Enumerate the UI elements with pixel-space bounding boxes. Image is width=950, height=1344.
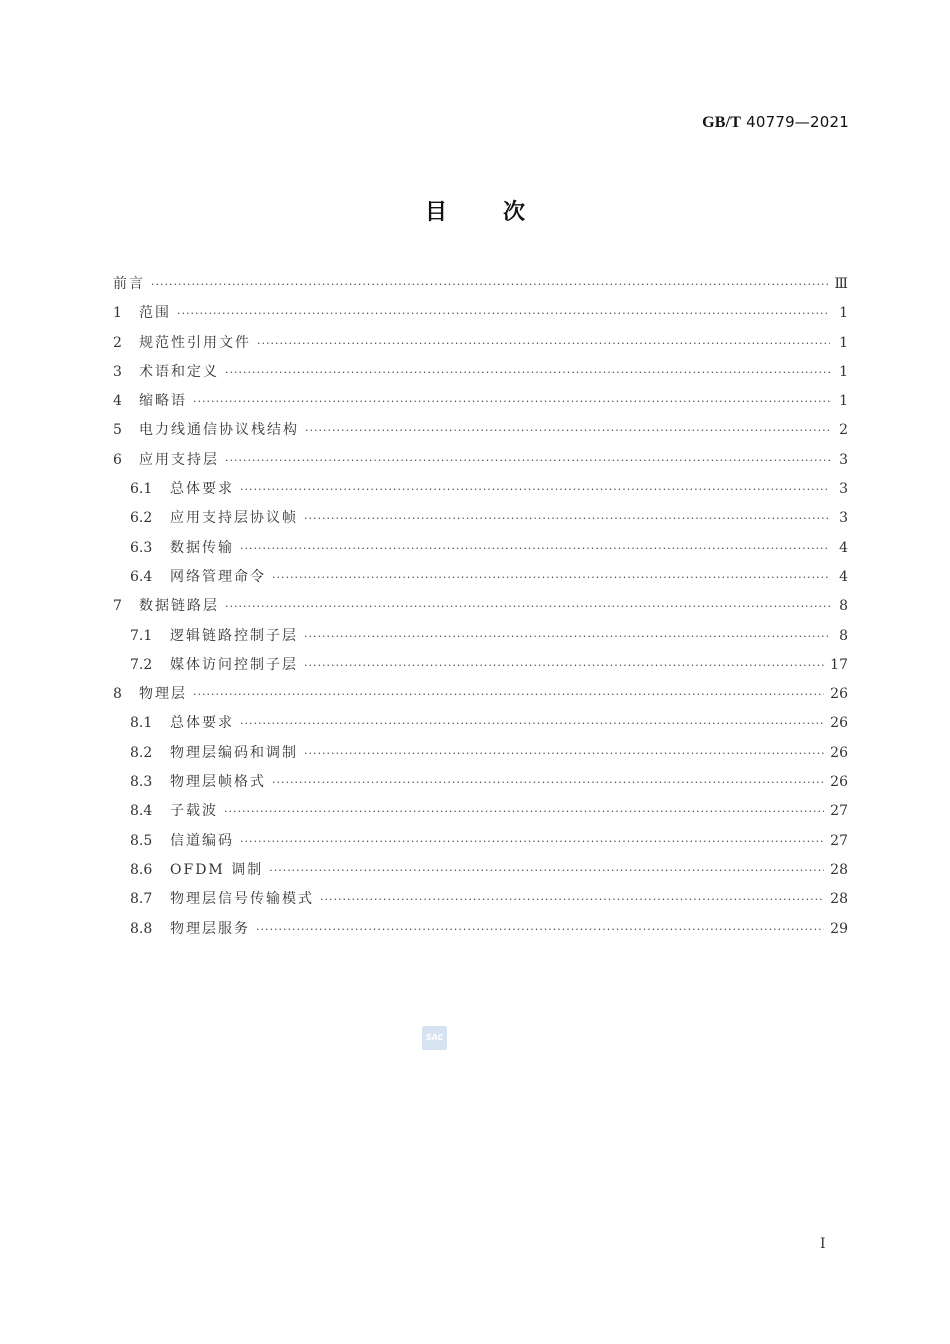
toc-entry-label: 数据传输 <box>170 539 234 556</box>
toc-entry-number: 6.4 <box>130 568 153 585</box>
toc-entry-number: 8.7 <box>130 891 153 908</box>
toc-entry-foreword[interactable] <box>113 270 848 299</box>
toc-entry-page: 26 <box>830 774 848 791</box>
dot-leader <box>240 827 824 856</box>
toc-entry-number: 8.1 <box>130 715 153 732</box>
toc-entry-label: 规范性引用文件 <box>139 334 251 351</box>
standard-code <box>702 113 849 132</box>
toc-entry-page: 26 <box>830 686 848 703</box>
toc-entry-label: 总体要求 <box>170 481 234 498</box>
toc-entry-number: 3 <box>113 363 122 380</box>
toc-entry-6-3[interactable] <box>113 534 848 563</box>
toc-entry-1[interactable] <box>113 299 848 328</box>
toc-entry-number: 8.8 <box>130 920 153 937</box>
dot-leader <box>225 358 830 387</box>
toc-entry-label: 应用支持层 <box>139 451 219 468</box>
dot-leader <box>304 651 824 680</box>
toc-entry-page: 29 <box>830 920 848 937</box>
toc-entry-page: 1 <box>839 305 848 322</box>
standard-prefix: GB/T <box>702 114 742 131</box>
toc-entry-page: 1 <box>839 393 848 410</box>
dot-leader <box>225 446 830 475</box>
dot-leader <box>151 270 828 299</box>
title-char-1: 目 <box>424 200 447 225</box>
toc-entry-label: 网络管理命令 <box>170 568 266 585</box>
toc-entry-number: 6.3 <box>130 539 153 556</box>
toc-entry-page: 28 <box>830 861 848 878</box>
toc-entry-6[interactable] <box>113 446 848 475</box>
toc-entry-page: 27 <box>830 832 848 849</box>
toc-entry-8-4[interactable] <box>113 797 848 826</box>
toc-entry-number: 6 <box>113 451 122 468</box>
dot-leader <box>240 475 830 504</box>
toc-entry-8-7[interactable] <box>113 885 848 914</box>
toc-entry-2[interactable] <box>113 329 848 358</box>
toc-entry-8-3[interactable] <box>113 768 848 797</box>
toc-entry-8-6[interactable] <box>113 856 848 885</box>
toc-entry-page: 1 <box>839 334 848 351</box>
toc-entry-7-1[interactable] <box>113 622 848 651</box>
toc-entry-4[interactable] <box>113 387 848 416</box>
toc-entry-7-2[interactable] <box>113 651 848 680</box>
dot-leader <box>224 797 824 826</box>
toc-entry-number: 7 <box>113 598 122 615</box>
toc-entry-3[interactable] <box>113 358 848 387</box>
toc-entry-label: OFDM 调制 <box>170 861 264 878</box>
toc-entry-5[interactable] <box>113 416 848 445</box>
toc-entry-label: 数据链路层 <box>139 598 219 615</box>
dot-leader <box>272 563 830 592</box>
dot-leader <box>305 416 830 445</box>
toc-entry-8[interactable] <box>113 680 848 709</box>
toc-entry-8-1[interactable] <box>113 709 848 738</box>
sac-watermark-logo-icon: SAC <box>422 1026 447 1050</box>
toc-entry-number: 1 <box>113 305 122 322</box>
toc-entry-page: 3 <box>839 451 848 468</box>
toc-entry-number: 6.2 <box>130 510 153 527</box>
standard-number: 40779—2021 <box>746 113 849 131</box>
dot-leader <box>269 856 824 885</box>
dot-leader <box>304 739 824 768</box>
title-char-2: 次 <box>503 200 526 225</box>
dot-leader <box>256 915 824 944</box>
toc-entry-number: 8.3 <box>130 774 153 791</box>
toc-entry-number: 7.1 <box>130 627 153 644</box>
toc-entry-7[interactable] <box>113 592 848 621</box>
toc-entry-number: 5 <box>113 422 122 439</box>
toc-entry-label: 术语和定义 <box>139 363 219 380</box>
table-of-contents <box>113 270 848 944</box>
toc-entry-label: 物理层信号传输模式 <box>170 891 314 908</box>
dot-leader <box>240 534 830 563</box>
dot-leader <box>193 387 830 416</box>
toc-entry-label: 物理层编码和调制 <box>170 744 298 761</box>
toc-entry-number: 8.2 <box>130 744 153 761</box>
dot-leader <box>272 768 824 797</box>
toc-entry-label: 物理层 <box>139 686 187 703</box>
toc-entry-number: 6.1 <box>130 481 153 498</box>
toc-entry-6-1[interactable] <box>113 475 848 504</box>
toc-entry-label: 逻辑链路控制子层 <box>170 627 298 644</box>
toc-entry-number: 8 <box>113 686 122 703</box>
dot-leader <box>240 709 824 738</box>
toc-entry-label: 媒体访问控制子层 <box>170 656 298 673</box>
toc-entry-page: 3 <box>839 510 848 527</box>
toc-entry-page: 28 <box>830 891 848 908</box>
toc-entry-page: 4 <box>839 568 848 585</box>
toc-entry-label: 电力线通信协议栈结构 <box>139 422 299 439</box>
toc-entry-number: 7.2 <box>130 656 153 673</box>
toc-entry-page: 26 <box>830 744 848 761</box>
toc-entry-label: 应用支持层协议帧 <box>170 510 298 527</box>
toc-entry-label: 缩略语 <box>139 393 187 410</box>
page-number: I <box>820 1236 826 1252</box>
page-title <box>0 195 950 226</box>
toc-entry-page: 17 <box>830 656 848 673</box>
toc-entry-number: 2 <box>113 334 122 351</box>
dot-leader <box>193 680 824 709</box>
toc-entry-page: 4 <box>839 539 848 556</box>
dot-leader <box>304 622 830 651</box>
toc-entry-page: 27 <box>830 803 848 820</box>
toc-entry-page: 8 <box>839 598 848 615</box>
dot-leader <box>257 329 830 358</box>
toc-entry-page: 3 <box>839 481 848 498</box>
toc-entry-label: 子载波 <box>170 803 218 820</box>
toc-entry-page: 8 <box>839 627 848 644</box>
toc-entry-label: 物理层帧格式 <box>170 774 266 791</box>
toc-entry-number: 4 <box>113 393 122 410</box>
toc-entry-8-8[interactable] <box>113 915 848 944</box>
toc-entry-number: 8.5 <box>130 832 153 849</box>
dot-leader <box>177 299 830 328</box>
toc-entry-6-4[interactable] <box>113 563 848 592</box>
toc-entry-label: 物理层服务 <box>170 920 250 937</box>
toc-entry-page: 26 <box>830 715 848 732</box>
toc-entry-6-2[interactable] <box>113 504 848 533</box>
dot-leader <box>304 504 830 533</box>
toc-entry-label: 范围 <box>139 305 171 322</box>
toc-entry-page: 2 <box>839 422 848 439</box>
toc-entry-8-5[interactable] <box>113 827 848 856</box>
dot-leader <box>320 885 824 914</box>
toc-entry-label: 信道编码 <box>170 832 234 849</box>
toc-entry-8-2[interactable] <box>113 739 848 768</box>
toc-entry-label: 前言 <box>113 276 145 292</box>
dot-leader <box>225 592 830 621</box>
toc-entry-page: Ⅲ <box>834 276 848 292</box>
toc-entry-page: 1 <box>839 363 848 380</box>
toc-entry-label: 总体要求 <box>170 715 234 732</box>
toc-entry-number: 8.6 <box>130 861 153 878</box>
toc-entry-number: 8.4 <box>130 803 153 820</box>
